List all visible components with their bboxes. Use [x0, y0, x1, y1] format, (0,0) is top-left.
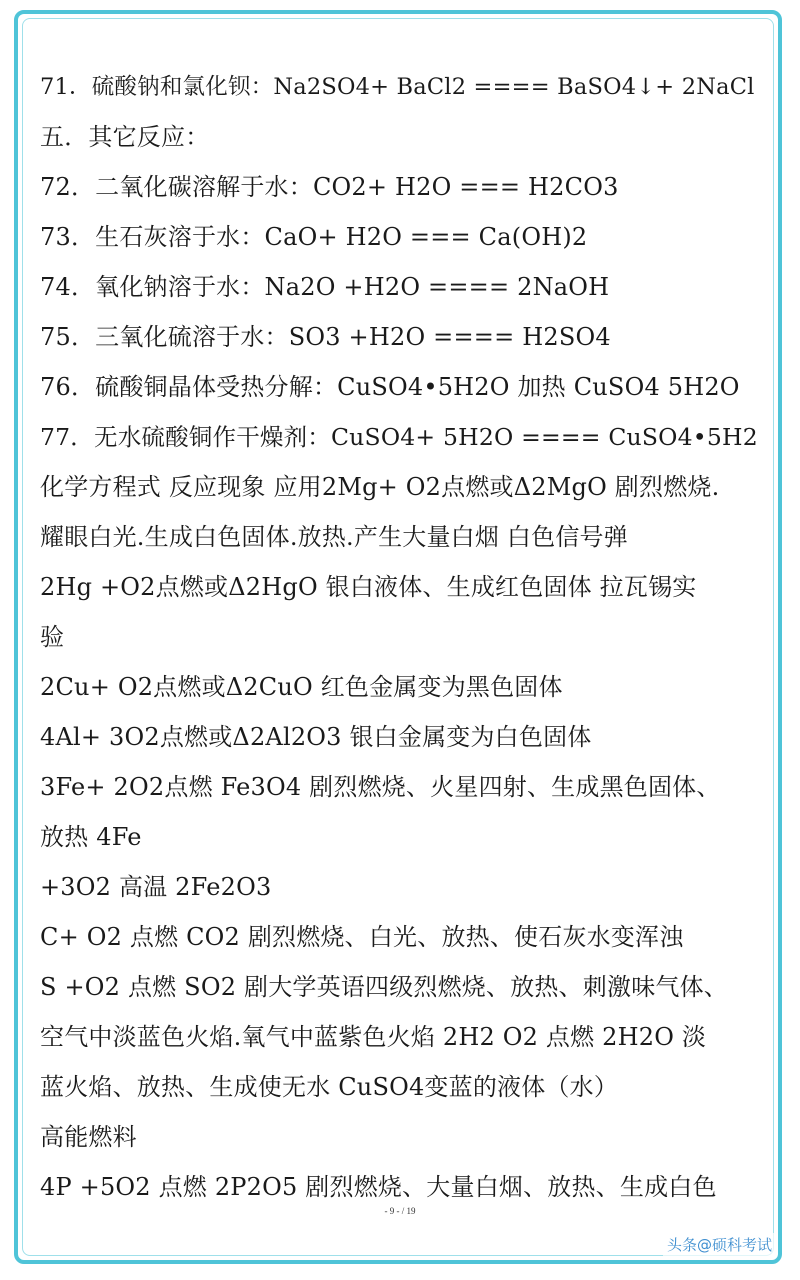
text-line: 4Al+ 3O2点燃或Δ2Al2O3 银白金属变为白色固体: [40, 723, 592, 751]
text-line: 76．硫酸铜晶体受热分解：CuSO4•5H2O 加热 CuSO4 5H2O: [40, 373, 740, 401]
text-line: 空气中淡蓝色火焰.氧气中蓝紫色火焰 2H2 O2 点燃 2H2O 淡: [40, 1023, 707, 1051]
text-line: 4P +5O2 点燃 2P2O5 剧烈燃烧、大量白烟、放热、生成白色: [40, 1173, 717, 1201]
text-line: 71．硫酸钠和氯化钡：Na2SO4+ BaCl2 ==== BaSO4↓+ 2NaCl: [40, 74, 755, 100]
document-body: [40, 62, 765, 1212]
text-line: 蓝火焰、放热、生成使无水 CuSO4变蓝的液体（水）: [40, 1073, 619, 1101]
text-line: 2Cu+ O2点燃或Δ2CuO 红色金属变为黑色固体: [40, 673, 563, 701]
text-line: 75．三氧化硫溶于水：SO3 +H2O ==== H2SO4: [40, 323, 611, 351]
text-line: C+ O2 点燃 CO2 剧烈燃烧、白光、放热、使石灰水变浑浊: [40, 923, 684, 951]
text-line: 高能燃料: [40, 1123, 137, 1151]
text-line: 化学方程式 反应现象 应用2Mg+ O2点燃或Δ2MgO 剧烈燃烧.: [40, 473, 720, 501]
text-line: 耀眼白光.生成白色固体.放热.产生大量白烟 白色信号弹: [40, 523, 628, 551]
text-line: 3Fe+ 2O2点燃 Fe3O4 剧烈燃烧、火星四射、生成黑色固体、: [40, 773, 721, 801]
text-line: 72．二氧化碳溶解于水：CO2+ H2O === H2CO3: [40, 173, 619, 201]
text-line: 74．氧化钠溶于水：Na2O +H2O ==== 2NaOH: [40, 273, 610, 301]
text-line: 77．无水硫酸铜作干燥剂：CuSO4+ 5H2O ==== CuSO4•5H2: [40, 423, 758, 451]
text-line: 73．生石灰溶于水：CaO+ H2O === Ca(OH)2: [40, 223, 588, 251]
text-line: S +O2 点燃 SO2 剧大学英语四级烈燃烧、放热、刺激味气体、: [40, 973, 728, 1001]
text-line: 放热 4Fe: [40, 823, 142, 851]
text-line: 2Hg +O2点燃或Δ2HgO 银白液体、生成红色固体 拉瓦锡实: [40, 573, 697, 601]
text-line: 验: [40, 623, 65, 651]
text-line: +3O2 高温 2Fe2O3: [40, 873, 272, 901]
page-number: - 9 - / 19: [384, 1206, 416, 1216]
watermark: 头条@硕科考试: [663, 1233, 776, 1256]
section-heading: 五．其它反应：: [40, 123, 210, 151]
